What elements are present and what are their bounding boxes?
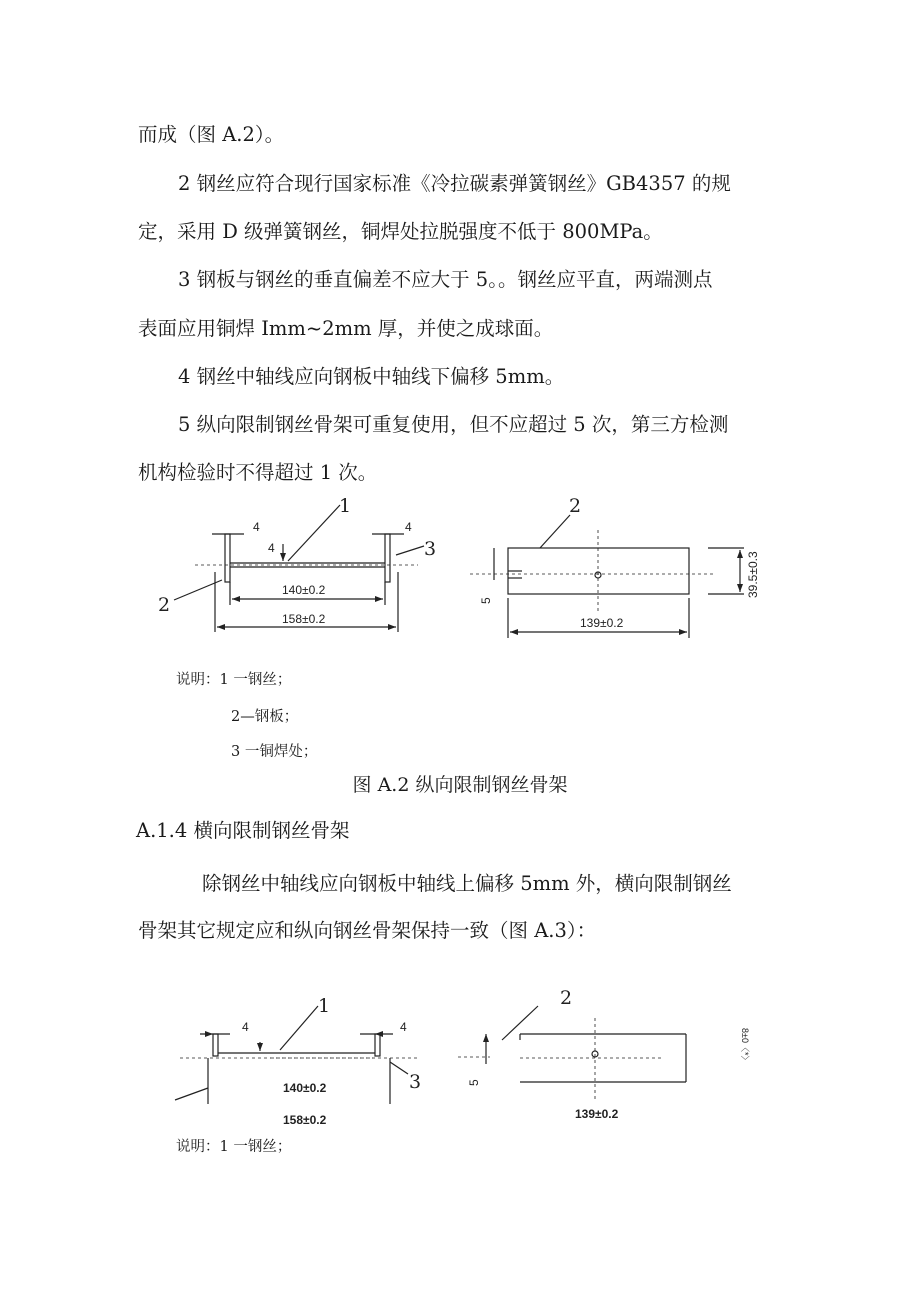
a3-label-3: 3: [409, 1071, 422, 1093]
a2-label-3: 3: [424, 538, 437, 560]
a3-label-2: 2: [560, 987, 573, 1009]
paragraph-4: 4 钢丝中轴线应向钢板中轴线下偏移 5mm。: [178, 365, 565, 388]
a2-label-2: 2: [158, 594, 171, 616]
legend-a2-item-3: 3 一铜焊处；: [231, 744, 318, 760]
a3-dim-5: 5: [467, 1079, 481, 1086]
a2-label-2-right: 2: [569, 495, 582, 517]
legend-a2-item-2: 2—钢板；: [231, 709, 299, 725]
a2-dim-39-5: 39.5±0.3: [746, 551, 760, 598]
a2-dim-139: 139±0.2: [580, 616, 624, 630]
a3-dim-4-left: 4: [242, 1020, 249, 1034]
paragraph-6-line-2: 骨架其它规定应和纵向钢丝骨架保持一致（图 A.3）：: [138, 919, 597, 942]
a2-dim-4-right: 4: [405, 520, 412, 534]
section-heading-a1-4: A.1.4 横向限制钢丝骨架: [136, 819, 350, 842]
paragraph-1: 而成（图 A.2）。: [138, 123, 285, 146]
a3-dim-4-right: 4: [400, 1020, 407, 1034]
paragraph-5-line-2: 机构检验时不得超过 1 次。: [138, 461, 378, 484]
paragraph-2-line-2: 定，采用 D 级弹簧钢丝，铜焊处拉脱强度不低于 800MPa。: [138, 220, 663, 243]
legend-a2-item-1: 说明：1 一钢丝；: [176, 672, 292, 688]
paragraph-3-line-1: 3 钢板与钢丝的垂直偏差不应大于 5。。钢丝应平直，两端测点: [178, 268, 713, 291]
a2-label-1: 1: [339, 495, 352, 517]
a3-label-1: 1: [318, 995, 331, 1017]
a3-dim-side: 8±0〈*〉: [740, 1028, 750, 1065]
paragraph-3-line-2: 表面应用铜焊 Imm~2mm 厚，并使之成球面。: [138, 317, 554, 340]
figure-a2-caption: 图 A.2 纵向限制钢丝骨架: [352, 774, 568, 796]
paragraph-6-line-1: 除钢丝中轴线应向钢板中轴线上偏移 5mm 外，横向限制钢丝: [202, 872, 732, 895]
paragraph-5-line-1: 5 纵向限制钢丝骨架可重复使用，但不应超过 5 次，第三方检测: [178, 413, 729, 436]
a2-dim-158: 158±0.2: [282, 612, 326, 626]
a2-dim-4-vertical: 4: [268, 541, 275, 555]
a3-dim-158: 158±0.2: [283, 1113, 327, 1127]
legend-a3-item-1: 说明：1 一钢丝；: [176, 1139, 292, 1155]
a3-dim-140: 140±0.2: [283, 1081, 327, 1095]
a2-dim-4-left: 4: [253, 520, 260, 534]
a2-dim-5: 5: [479, 597, 493, 604]
a3-dim-139: 139±0.2: [575, 1107, 619, 1121]
paragraph-2-line-1: 2 钢丝应符合现行国家标准《冷拉碳素弹簧钢丝》GB4357 的规: [178, 172, 731, 195]
a2-dim-140: 140±0.2: [282, 583, 326, 597]
